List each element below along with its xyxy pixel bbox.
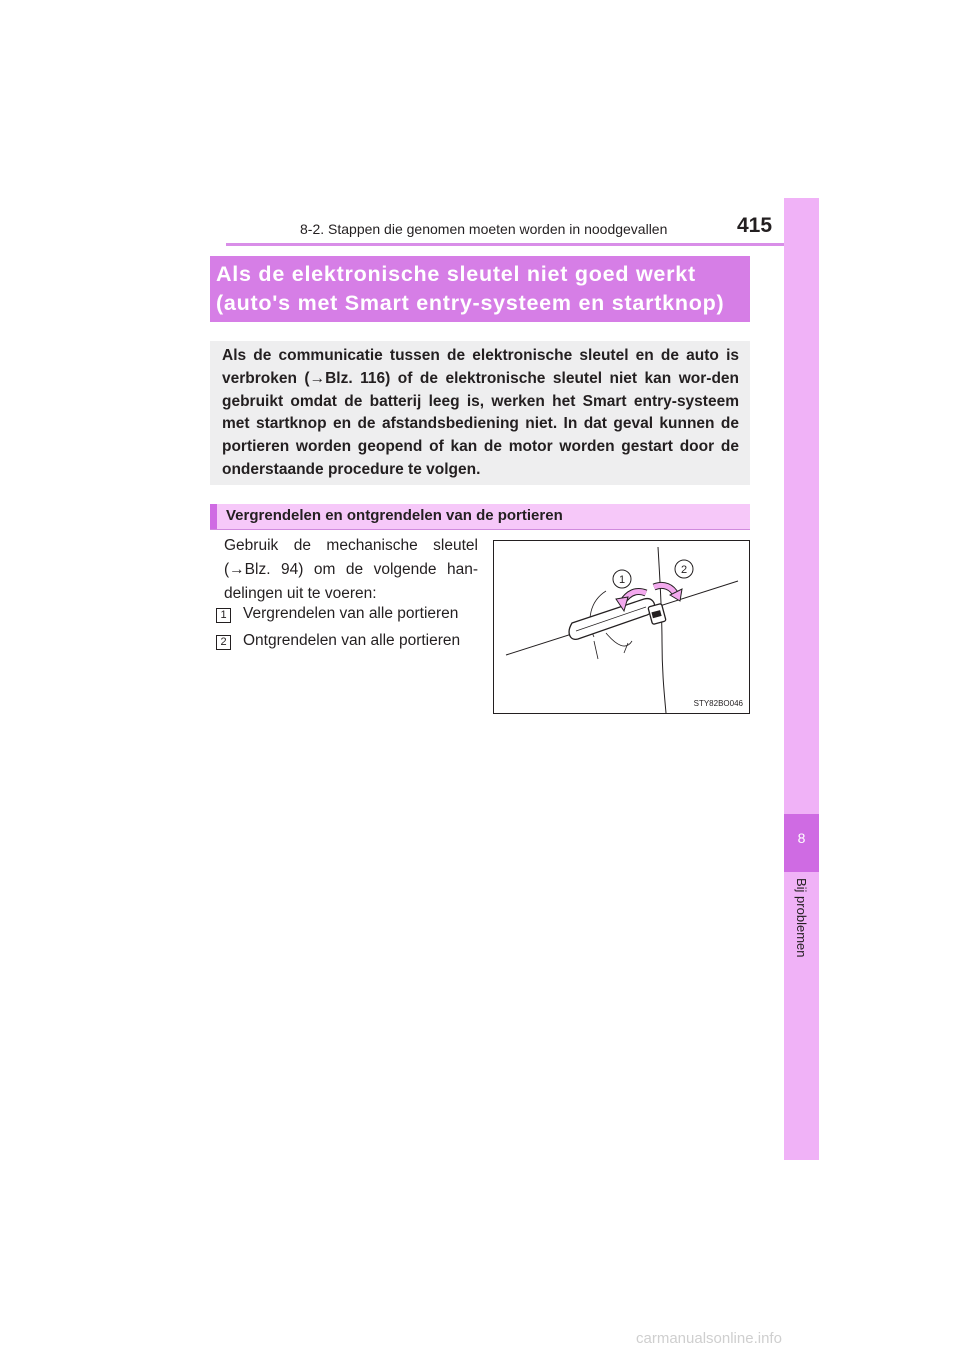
section-title-line1: Als de elektronische sleutel niet goed werkt bbox=[216, 262, 696, 286]
intro-box bbox=[210, 341, 750, 485]
section-title-bar bbox=[210, 256, 750, 322]
door-handle-drawing bbox=[494, 541, 749, 713]
door-handle-illustration bbox=[493, 540, 750, 714]
header-section-title: 8-2. Stappen die genomen moeten worden in noodgevallen bbox=[300, 221, 668, 237]
step-number-badge: 1 bbox=[216, 608, 231, 623]
step-number-badge: 2 bbox=[216, 635, 231, 650]
page-number: 415 bbox=[737, 214, 773, 237]
figure-code: STY82BO046 bbox=[693, 699, 743, 708]
section-title-line2: (auto's met Smart entry-systeem en startknop) bbox=[216, 291, 725, 315]
footer-watermark: carmanualsonline.info bbox=[636, 1330, 782, 1347]
intro-text: Als de communicatie tussen de elektronische sleutel en de auto is verbroken (→Blz. 116) of de elektronische sleutel niet kan wor-den gebruikt omdat de batterij leeg is, werken het Smart entry-systeem met startknop en de afstandsbediening niet. In dat geval kunnen de portieren worden geopend of kan de motor worden gestart door de onderstaande procedure te volgen. bbox=[222, 347, 739, 478]
chapter-label-wrap bbox=[784, 878, 819, 978]
header-divider bbox=[226, 243, 819, 246]
subheading-bar bbox=[210, 504, 750, 530]
subheading-accent bbox=[210, 504, 217, 529]
chapter-side-tab bbox=[784, 198, 819, 1160]
chapter-label: Bij problemen bbox=[794, 878, 809, 958]
callout-2: 2 bbox=[680, 564, 688, 576]
subheading-text: Vergrendelen en ontgrendelen van de portieren bbox=[226, 507, 563, 524]
body-paragraph: Gebruik de mechanische sleutel (→Blz. 94) om de volgende han-delingen uit te voeren: bbox=[224, 537, 478, 602]
step-text: Vergrendelen van alle portieren bbox=[243, 605, 459, 622]
step-text: Ontgrendelen van alle portieren bbox=[243, 632, 461, 649]
chapter-number: 8 bbox=[797, 830, 806, 846]
callout-1: 1 bbox=[618, 574, 626, 586]
